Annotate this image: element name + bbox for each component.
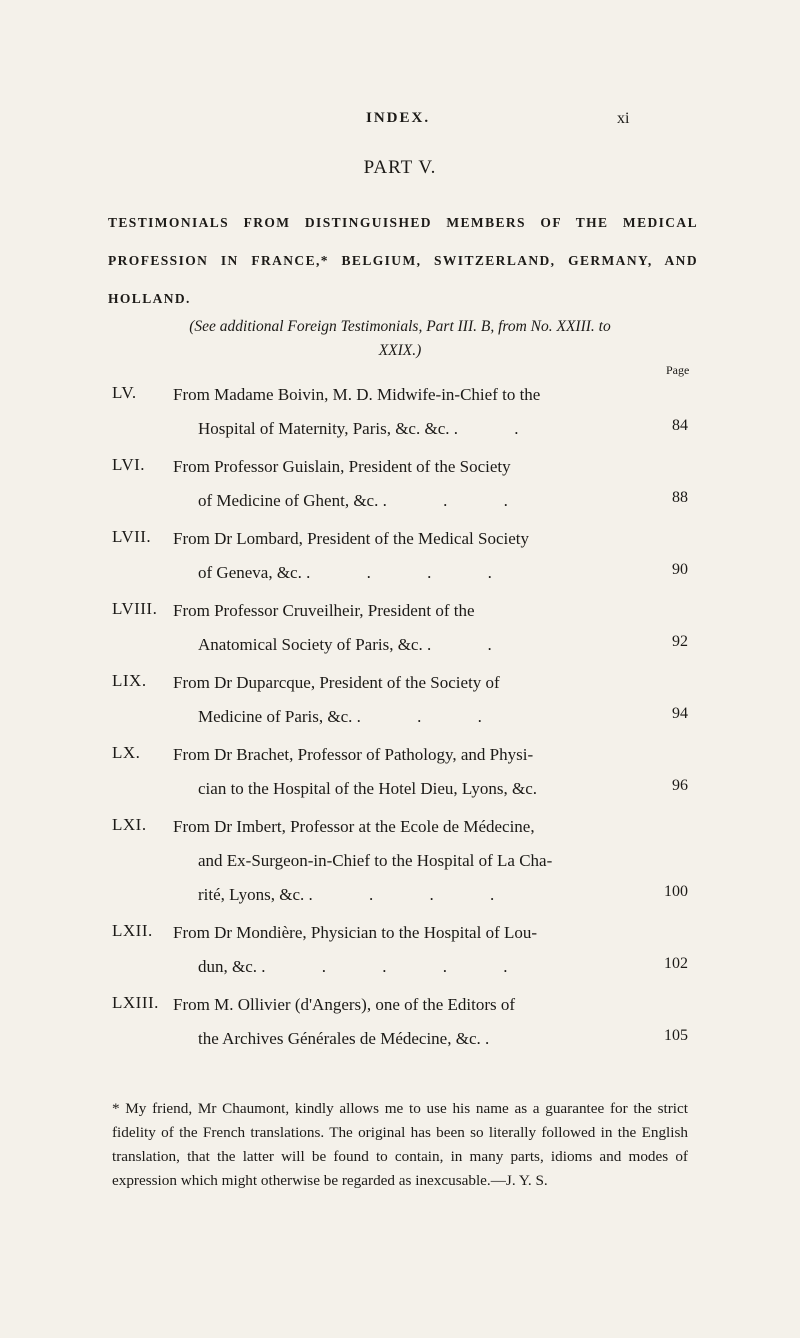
entry-line-1: From Professor Guislain, President of the Society bbox=[173, 457, 511, 476]
entry-page: 100 bbox=[664, 883, 688, 900]
index-entry bbox=[0, 743, 800, 815]
running-head bbox=[0, 110, 800, 134]
entry-number: LXII. bbox=[112, 921, 153, 940]
entry-line-1: From M. Ollivier (d'Angers), one of the Editors of bbox=[173, 995, 516, 1014]
entry-line-3: rité, Lyons, &c. . . . . bbox=[198, 885, 521, 904]
entry-number: LX. bbox=[112, 743, 141, 762]
entry-number: LVI. bbox=[112, 455, 146, 474]
index-entry bbox=[0, 383, 800, 455]
entry-line-2: of Geneva, &c. . . . . bbox=[198, 563, 518, 582]
entry-line-2: Medicine of Paris, &c. . . . bbox=[198, 707, 508, 726]
entry-number: LIX. bbox=[112, 671, 147, 690]
index-entry bbox=[0, 815, 800, 921]
entry-line-2: dun, &c. . . . . . bbox=[198, 957, 534, 976]
entry-line-2: cian to the Hospital of the Hotel Dieu, Lyons, &c. bbox=[198, 779, 537, 798]
entry-line-1: From Professor Cruveilheir, President of the bbox=[173, 601, 475, 620]
entry-line-1: From Dr Duparcque, President of the Society of bbox=[173, 673, 500, 692]
section-note-line-1: (See additional Foreign Testimonials, Part III. B, from No. XXIII. to bbox=[189, 318, 611, 335]
entry-number: LXI. bbox=[112, 815, 147, 834]
page-column-label: Page bbox=[666, 363, 690, 377]
leader-dots: . . . . bbox=[306, 563, 518, 582]
entry-page: 92 bbox=[672, 633, 688, 650]
index-entry bbox=[0, 671, 800, 743]
entry-line-1: From Dr Mondière, Physician to the Hospital of Lou- bbox=[173, 923, 538, 942]
entry-page: 102 bbox=[664, 955, 688, 972]
running-head-title: INDEX. bbox=[366, 110, 431, 126]
leader-dots: . . bbox=[426, 635, 518, 654]
part-title: PART V. bbox=[363, 157, 437, 178]
entry-number: LVIII. bbox=[112, 599, 158, 618]
entry-line-1: From Dr Brachet, Professor of Pathology, and Physi- bbox=[173, 745, 534, 764]
entry-line-2: the Archives Générales de Médecine, &c. . bbox=[198, 1029, 516, 1048]
entry-page: 94 bbox=[672, 705, 688, 722]
section-note-line-2: XXIX.) bbox=[378, 342, 422, 359]
running-head-page-number: xi bbox=[617, 110, 630, 127]
index-entry bbox=[0, 993, 800, 1065]
entry-number: LXIII. bbox=[112, 993, 159, 1012]
entry-number: LV. bbox=[112, 383, 137, 402]
leader-dots: . . . bbox=[382, 491, 534, 510]
entry-page: 84 bbox=[672, 417, 688, 434]
leader-dots: . . bbox=[453, 419, 545, 438]
leader-dots: . . . bbox=[356, 707, 508, 726]
entry-line-2: and Ex-Surgeon-in-Chief to the Hospital of La Cha- bbox=[198, 851, 553, 870]
entry-number: LVII. bbox=[112, 527, 152, 546]
leader-dots: . bbox=[485, 1029, 516, 1048]
index-entry bbox=[0, 527, 800, 599]
index-entries bbox=[0, 383, 800, 1065]
section-note bbox=[112, 315, 688, 363]
entry-line-2: of Medicine of Ghent, &c. . . . bbox=[198, 491, 534, 510]
entry-page: 105 bbox=[664, 1027, 688, 1044]
leader-dots: . . . . . bbox=[261, 957, 534, 976]
entry-page: 96 bbox=[672, 777, 688, 794]
footnote: * My friend, Mr Chaumont, kindly allows me to use his name as a guarantee for the strict fidelity of the French translations. The original has been so literally followed in the English translation, that the latter will be found to contain, in many parts, idioms and modes of expression which might otherwise be regarded as inexcusable.—J. Y. S. bbox=[112, 1100, 688, 1189]
entry-page: 90 bbox=[672, 561, 688, 578]
index-entry bbox=[0, 921, 800, 993]
entry-line-1: From Dr Imbert, Professor at the Ecole de Médecine, bbox=[173, 817, 535, 836]
entry-line-2: Anatomical Society of Paris, &c. . . bbox=[198, 635, 518, 654]
entry-line-1: From Madame Boivin, M. D. Midwife-in-Chief to the bbox=[173, 385, 541, 404]
leader-dots: . . . . bbox=[308, 885, 521, 904]
entry-page: 88 bbox=[672, 489, 688, 506]
index-entry bbox=[0, 599, 800, 671]
index-entry bbox=[0, 455, 800, 527]
entry-line-2: Hospital of Maternity, Paris, &c. &c. . . bbox=[198, 419, 545, 438]
section-heading: TESTIMONIALS FROM DISTINGUISHED MEMBERS OF THE MEDICAL PROFESSION IN FRANCE,* BELGIUM, SWITZERLAND, GERMANY, AND HOLLAND. bbox=[108, 215, 698, 306]
entry-line-1: From Dr Lombard, President of the Medical Society bbox=[173, 529, 529, 548]
